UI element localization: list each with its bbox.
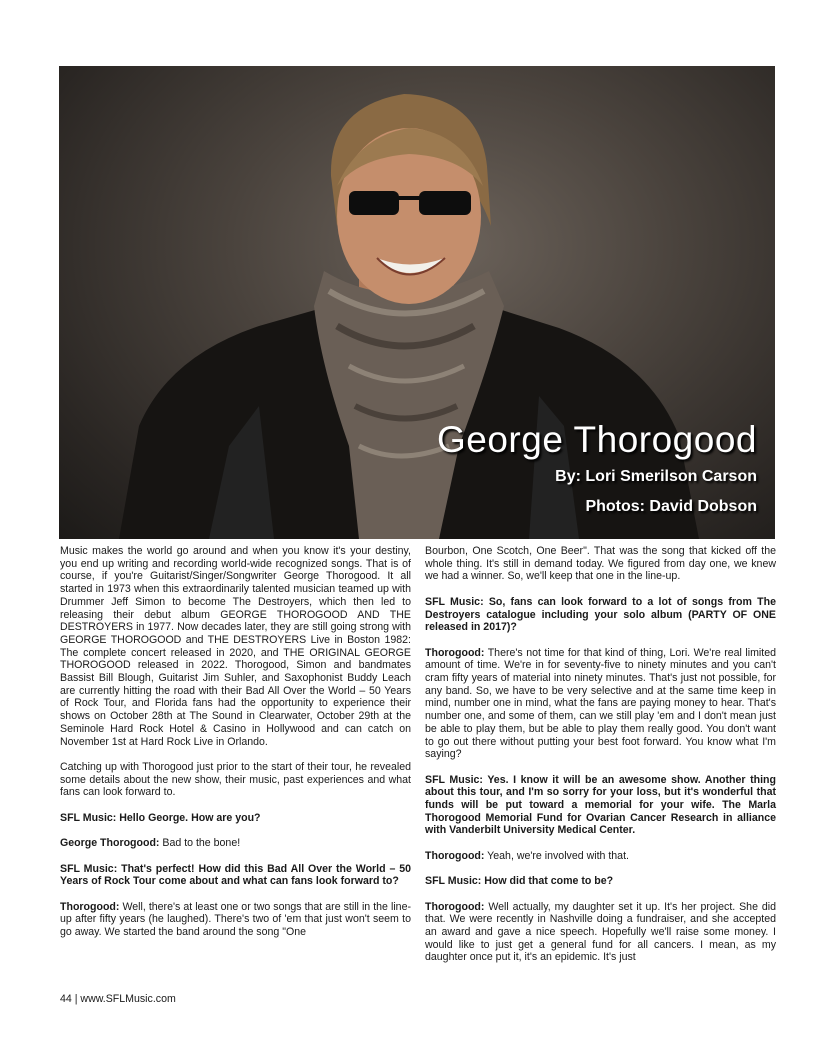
article-byline: By: Lori Smerilson Carson: [555, 468, 757, 485]
interview-question: SFL Music: Yes. I know it will be an awesome show. Another thing about this tour, and I'm so sorry for your loss, but it's wonderful that funds will be put toward a memorial for your wife. The Marla Thorogood Memorial Fund for Ovarian Cancer Research in alliance with Vanderbilt University Medical Center.: [425, 773, 776, 837]
paragraph: Catching up with Thorogood just prior to the start of their tour, he revealed some details about the new show, their music, past experiences and what fans can look forward to.: [60, 760, 411, 799]
interview-answer: Thorogood: Well, there's at least one or two songs that are still in the line-up after fifty years (he laughed). There's two of 'em that just won't seem to go away. We started the band around the song "One: [60, 900, 411, 939]
speaker-label: Thorogood:: [425, 900, 485, 913]
left-column: [60, 545, 411, 951]
speaker-label: George Thorogood:: [60, 837, 160, 850]
interview-question: SFL Music: How did that come to be?: [425, 875, 614, 888]
speaker-label: Thorogood:: [425, 646, 485, 659]
article-title: George Thorogood: [437, 419, 757, 460]
photo-credit: Photos: David Dobson: [585, 498, 757, 515]
speaker-label: Thorogood:: [425, 849, 485, 862]
interview-answer: George Thorogood: Bad to the bone!: [60, 837, 241, 850]
interview-answer: Thorogood: Yeah, we're involved with that.: [425, 849, 629, 862]
interview-question: SFL Music: So, fans can look forward to a lot of songs from The Destroyers catalogue including your solo album (PARTY OF ONE released in 2017)?: [425, 595, 776, 634]
paragraph: Music makes the world go around and when you know it's your destiny, you end up writing and recording world-wide recognized songs. That is of course, if you're Guitarist/Singer/Songwriter George Thorogood. It all started in 1973 when this extraordinarily talented musician teamed up with Drummer Jeff Simon to become The Destroyers, which then led to releasing their debut album GEORGE THOROGOOD AND THE DESTROYERS in 1977. Now decades later, they are still going strong with GEORGE THOROGOOD and THE DESTROYERS Live in Boston 1982: The complete concert released in 2020, and THE ORIGINAL GEORGE THOROGOOD released in 2022. Thorogood, Simon and bandmates Bassist Bill Blough, Guitarist Jim Suhler, and Saxophonist Buddy Leach are currently hitting the road with their Bad All Over the World – 50 Years of Rock Tour, and Florida fans had the opportunity to experience their shows on October 28th at The Sound in Clearwater, October 29th at the Seminole Hard Rock Hotel & Casino in Hollywood and can catch on November 1st at Hard Rock Live in Orlando.: [60, 545, 411, 748]
speaker-label: Thorogood:: [60, 900, 120, 913]
interview-question: SFL Music: Hello George. How are you?: [60, 811, 261, 824]
hero-photo: [59, 66, 775, 539]
page-footer: 44 | www.SFLMusic.com: [60, 993, 176, 1005]
interview-answer: Thorogood: There's not time for that kind of thing, Lori. We're real limited amount of time. We're in for seventy-five to ninety minutes and you can't cram fifty years of material into ninety minutes. That's just not possible, for any band. So, we have to be very selective and at the same time keep in mind, number one in mind, what the fans are paying money to hear. That's number one, and some of them, can we still play 'em and I don't mean just be able to play them, but be able to play them really good. You don't want to go out there without putting your best foot forward. You know what I'm saying?: [425, 646, 776, 761]
title-block: [437, 418, 757, 518]
paragraph: Bourbon, One Scotch, One Beer". That was the song that kicked off the whole thing. It's still in demand today. We figured from day one, we knew we had a winner. So, we'll keep that one in the line-up.: [425, 545, 776, 583]
right-column: [425, 545, 776, 977]
interview-answer: Thorogood: Well actually, my daughter set it up. It's her project. She did that. We were recently in Nashville doing a fundraiser, and she accepted an award and gave a nice speech. Hopefully we'll raise some money. I would like to just get a general fund for all cancers. I mean, as my daughter once put it, it's an epidemic. It's just: [425, 900, 776, 964]
interview-question: SFL Music: That's perfect! How did this Bad All Over the World – 50 Years of Rock Tour come about and what can fans look forward to?: [60, 862, 411, 888]
